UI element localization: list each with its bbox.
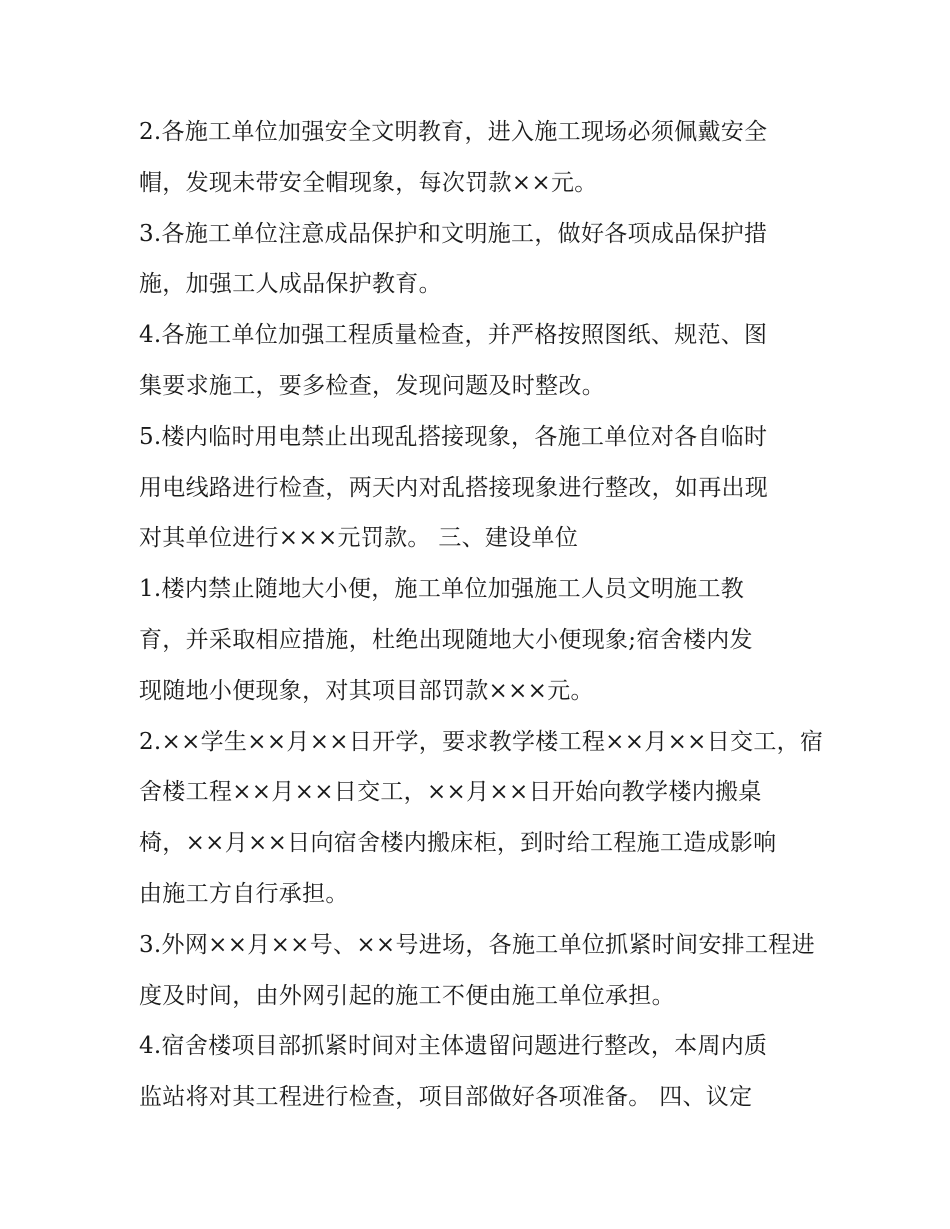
text-line: 由施工方自行承担。 bbox=[139, 880, 349, 907]
text-line: 施，加强工人成品保护教育。 bbox=[139, 271, 442, 298]
text-line: 3.外网××月××号、××号进场，各施工单位抓紧时间安排工程进 bbox=[139, 931, 815, 958]
text-line: 度及时间，由外网引起的施工不便由施工单位承担。 bbox=[139, 982, 675, 1009]
text-line: 1.楼内禁止随地大小便，施工单位加强施工人员文明施工教 bbox=[139, 576, 745, 603]
text-line: 集要求施工，要多检查，发现问题及时整改。 bbox=[139, 372, 605, 399]
document-body bbox=[139, 107, 829, 1123]
text-line: 椅，××月××日向宿舍楼内搬床柜，到时给工程施工造成影响 bbox=[139, 830, 777, 857]
text-line: 4.各施工单位加强工程质量检查，并严格按照图纸、规范、图 bbox=[139, 322, 768, 349]
text-line: 舍楼工程××月××日交工，××月××日开始向教学楼内搬桌 bbox=[139, 779, 762, 806]
text-line: 监站将对其工程进行检查，项目部做好各项准备。 四、议定 bbox=[139, 1084, 753, 1111]
text-line: 4.宿舍楼项目部抓紧时间对主体遗留问题进行整改，本周内质 bbox=[139, 1033, 768, 1060]
text-line: 2.××学生××月××日开学，要求教学楼工程××月××日交工，宿 bbox=[139, 728, 824, 755]
text-line: 对其单位进行×××元罚款。 三、建设单位 bbox=[139, 525, 579, 552]
text-line: 5.楼内临时用电禁止出现乱搭接现象，各施工单位对各自临时 bbox=[139, 423, 768, 450]
text-line: 现随地小便现象，对其项目部罚款×××元。 bbox=[139, 677, 594, 704]
text-line: 3.各施工单位注意成品保护和文明施工，做好各项成品保护措 bbox=[139, 220, 768, 247]
text-line: 用电线路进行检查，两天内对乱搭接现象进行整改，如再出现 bbox=[139, 474, 769, 501]
text-line: 2.各施工单位加强安全文明教育，进入施工现场必须佩戴安全 bbox=[139, 119, 768, 145]
text-line: 育，并采取相应措施，杜绝出现随地大小便现象;宿舍楼内发 bbox=[139, 626, 753, 653]
text-line: 帽，发现未带安全帽现象，每次罚款××元。 bbox=[139, 169, 598, 196]
